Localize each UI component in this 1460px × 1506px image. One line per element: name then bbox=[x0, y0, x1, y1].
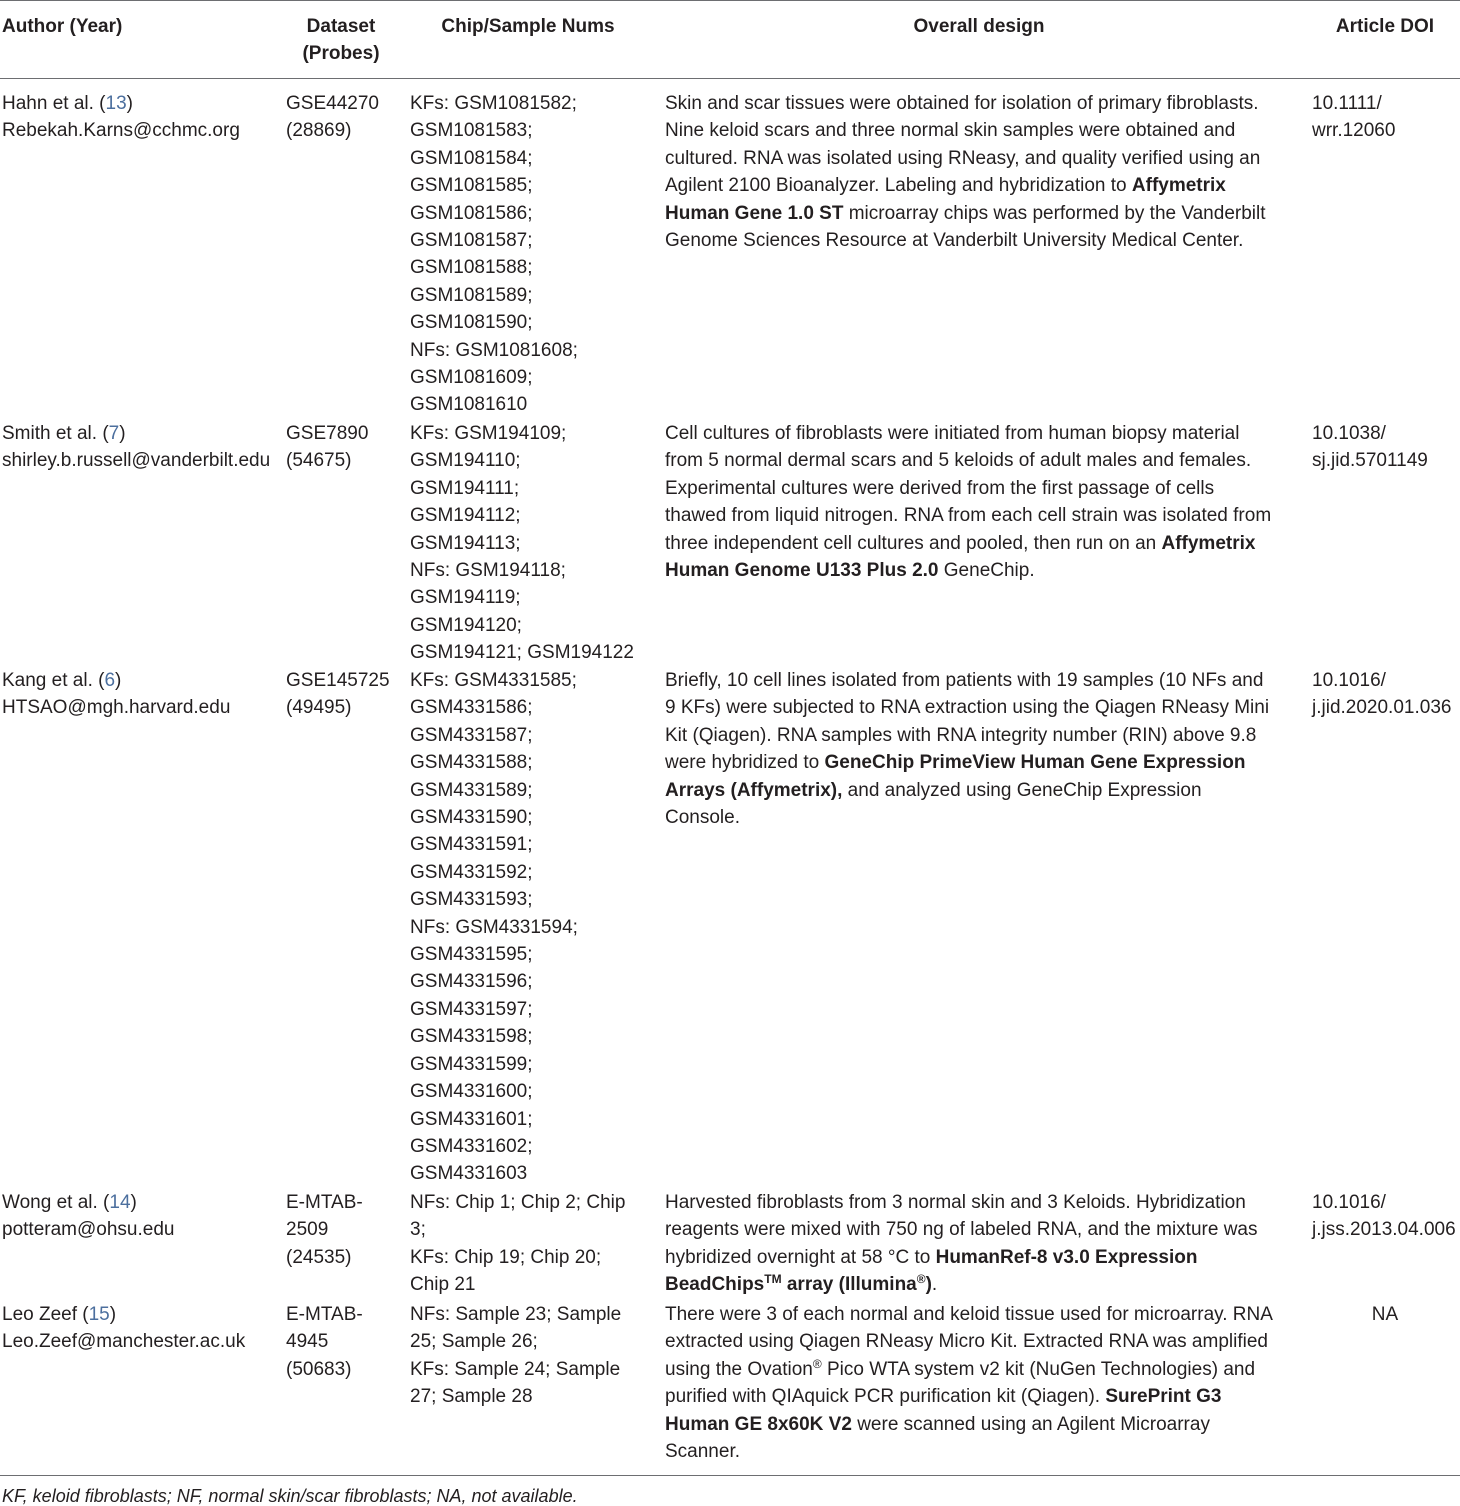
design-line: Skin and scar tissues were obtained for isolation of primary fibroblasts. bbox=[665, 93, 1259, 114]
design-line: using the Ovation® Pico WTA system v2 kit (NuGen Technologies) and bbox=[665, 1356, 1256, 1380]
doi-line: j.jss.2013.04.006 bbox=[1312, 1219, 1456, 1241]
author-cell bbox=[2, 1301, 280, 1356]
doi-line: j.jid.2020.01.036 bbox=[1312, 697, 1452, 719]
platform-name: SurePrint G3 bbox=[1105, 1386, 1222, 1408]
header-doi: Article DOI bbox=[1335, 16, 1435, 37]
registered-mark: ® bbox=[812, 1356, 822, 1371]
design-line: Harvested fibroblasts from 3 normal skin and 3 Keloids. Hybridization bbox=[665, 1192, 1246, 1213]
dataset-cell bbox=[286, 667, 398, 722]
chip-line: KFs: GSM1081582; bbox=[410, 93, 577, 114]
design-line: BeadChips™ array (Illumina®). bbox=[665, 1272, 938, 1296]
chip-cell bbox=[410, 1301, 654, 1411]
design-line: Experimental cultures were derived from the first passage of cells bbox=[665, 477, 1215, 499]
author-email: HTSAO@mgh.harvard.edu bbox=[2, 697, 231, 719]
chip-line: GSM1081587; bbox=[410, 230, 533, 252]
chip-line: NFs: Sample 23; Sample bbox=[410, 1304, 622, 1325]
chip-line: KFs: Chip 19; Chip 20; bbox=[410, 1246, 602, 1268]
author-email: Rebekah.Karns@cchmc.org bbox=[2, 120, 240, 142]
chip-line: GSM194112; bbox=[410, 505, 521, 527]
platform-name: GeneChip PrimeView Human Gene Expression bbox=[824, 752, 1246, 774]
chip-line: GSM4331597; bbox=[410, 998, 533, 1020]
design-line: purified with QIAquick PCR purification kit (Qiagen). SurePrint G3 bbox=[665, 1386, 1222, 1408]
author-email: Leo.Zeef@manchester.ac.uk bbox=[2, 1331, 246, 1353]
platform-name: BeadChips™ array (Illumina®) bbox=[665, 1272, 932, 1296]
author-name: Wong et al. (14) bbox=[2, 1192, 137, 1213]
chip-line: GSM194119; bbox=[410, 587, 521, 609]
chip-line: GSM4331596; bbox=[410, 971, 533, 993]
platform-name: HumanRef-8 v3.0 Expression bbox=[935, 1246, 1198, 1268]
design-line: three independent cell cultures and pooled, then run on an Affymetrix bbox=[665, 532, 1256, 554]
dataset-id: E-MTAB- bbox=[286, 1192, 363, 1213]
chip-line: NFs: GSM4331594; bbox=[410, 916, 578, 938]
top-rule bbox=[0, 0, 1460, 1]
doi-line: wrr.12060 bbox=[1312, 120, 1396, 142]
design-line: 9 KFs) were subjected to RNA extraction using the Qiagen RNeasy Mini bbox=[665, 697, 1270, 719]
design-line: Scanner. bbox=[665, 1441, 740, 1463]
header-dataset bbox=[286, 13, 396, 67]
doi-line: NA bbox=[1371, 1304, 1399, 1325]
doi-cell bbox=[1312, 1301, 1458, 1328]
author-name: Smith et al. (7) bbox=[2, 423, 126, 444]
chip-line: GSM4331592; bbox=[410, 861, 533, 883]
design-line: Human Genome U133 Plus 2.0 GeneChip. bbox=[665, 560, 1035, 582]
design-line: Console. bbox=[665, 807, 740, 829]
design-line: hybridized overnight at 58 °C to HumanRef-8 v3.0 Expression bbox=[665, 1246, 1198, 1268]
design-line: Briefly, 10 cell lines isolated from patients with 19 samples (10 NFs and bbox=[665, 670, 1264, 691]
chip-line: GSM1081584; bbox=[410, 147, 533, 169]
design-cell bbox=[665, 1189, 1305, 1299]
design-line: thawed from liquid nitrogen. RNA from each cell strain was isolated from bbox=[665, 505, 1272, 527]
design-line: from 5 normal dermal scars and 5 keloids of adult males and females. bbox=[665, 450, 1252, 472]
chip-cell bbox=[410, 420, 654, 667]
platform-name: Affymetrix bbox=[1161, 532, 1256, 554]
design-cell bbox=[665, 1301, 1305, 1465]
reference-link[interactable]: 6 bbox=[104, 670, 116, 691]
chip-line: GSM194113; bbox=[410, 532, 521, 554]
reference-link[interactable]: 14 bbox=[109, 1192, 131, 1213]
header-dataset-line1: Dataset bbox=[306, 16, 376, 37]
chip-line: KFs: GSM194109; bbox=[410, 423, 567, 444]
chip-line: GSM194110; bbox=[410, 450, 521, 472]
chip-line: 3; bbox=[410, 1219, 426, 1241]
chip-line: NFs: GSM194118; bbox=[410, 560, 566, 582]
dataset-cell bbox=[286, 1189, 398, 1271]
chip-line: KFs: GSM4331585; bbox=[410, 670, 577, 691]
chip-line: GSM4331586; bbox=[410, 697, 533, 719]
chip-line: GSM4331602; bbox=[410, 1135, 533, 1157]
dataset-cell bbox=[286, 420, 398, 475]
design-line: were hybridized to GeneChip PrimeView Human Gene Expression bbox=[665, 752, 1246, 774]
chip-line: KFs: Sample 24; Sample bbox=[410, 1358, 621, 1380]
author-cell bbox=[2, 90, 280, 145]
chip-line: GSM194121; GSM194122 bbox=[410, 642, 634, 664]
platform-name: Human Gene 1.0 ST bbox=[665, 202, 844, 224]
doi-line: 10.1016/ bbox=[1312, 670, 1386, 691]
design-line: extracted using Qiagen RNeasy Micro Kit. Extracted RNA was amplified bbox=[665, 1331, 1268, 1353]
author-cell bbox=[2, 1189, 280, 1244]
design-line: Agilent 2100 Bioanalyzer. Labeling and hybridization to Affymetrix bbox=[665, 175, 1226, 197]
design-line: Nine keloid scars and three normal skin samples were obtained and bbox=[665, 120, 1236, 142]
probe-count: (50683) bbox=[286, 1358, 352, 1380]
author-name: Leo Zeef (15) bbox=[2, 1304, 117, 1325]
header-dataset-line2: (Probes) bbox=[302, 43, 380, 64]
design-line: reagents were mixed with 750 ng of labeled RNA, and the mixture was bbox=[665, 1219, 1258, 1241]
chip-line: GSM1081583; bbox=[410, 120, 533, 142]
probe-count: (24535) bbox=[286, 1246, 352, 1268]
doi-cell bbox=[1312, 667, 1460, 722]
chip-line: 27; Sample 28 bbox=[410, 1386, 533, 1408]
dataset-id: GSE145725 bbox=[286, 670, 390, 691]
registered-mark: ® bbox=[916, 1272, 926, 1287]
table-footnote: KF, keloid fibroblasts; NF, normal skin/scar fibroblasts; NA, not available. bbox=[2, 1486, 578, 1506]
dataset-id: E-MTAB- bbox=[286, 1304, 363, 1325]
chip-line: GSM4331603 bbox=[410, 1163, 528, 1185]
chip-line: GSM4331601; bbox=[410, 1108, 533, 1130]
author-email: shirley.b.russell@vanderbilt.edu bbox=[2, 450, 271, 472]
header-chip: Chip/Sample Nums bbox=[441, 16, 615, 37]
chip-line: GSM4331599; bbox=[410, 1053, 533, 1075]
reference-link[interactable]: 15 bbox=[88, 1304, 110, 1325]
chip-line: GSM4331598; bbox=[410, 1026, 533, 1048]
chip-line: GSM4331600; bbox=[410, 1081, 533, 1103]
chip-line: GSM4331591; bbox=[410, 834, 533, 856]
chip-line: GSM4331588; bbox=[410, 752, 533, 774]
chip-line: GSM4331590; bbox=[410, 807, 533, 829]
reference-link[interactable]: 13 bbox=[105, 93, 127, 114]
chip-line: GSM1081585; bbox=[410, 175, 533, 197]
bottom-rule bbox=[0, 1475, 1460, 1476]
design-cell bbox=[665, 667, 1305, 831]
platform-name: Arrays (Affymetrix), bbox=[665, 779, 843, 801]
design-line: Cell cultures of fibroblasts were initiated from human biopsy material bbox=[665, 423, 1240, 444]
author-email: potteram@ohsu.edu bbox=[2, 1219, 175, 1241]
chip-line: GSM194120; bbox=[410, 614, 522, 636]
doi-line: sj.jid.5701149 bbox=[1312, 450, 1428, 472]
probe-count: (54675) bbox=[286, 450, 352, 472]
trademark-mark: TM bbox=[764, 1272, 782, 1287]
doi-cell bbox=[1312, 1189, 1460, 1244]
design-line: Arrays (Affymetrix), and analyzed using GeneChip Expression bbox=[665, 779, 1202, 801]
chip-line: GSM1081586; bbox=[410, 202, 533, 224]
chip-line: GSM4331587; bbox=[410, 724, 533, 746]
header-author: Author (Year) bbox=[2, 16, 123, 37]
probe-count: (28869) bbox=[286, 120, 352, 142]
chip-line: NFs: Chip 1; Chip 2; Chip bbox=[410, 1192, 626, 1213]
doi-cell bbox=[1312, 420, 1460, 475]
dataset-cell bbox=[286, 1301, 398, 1383]
chip-line: GSM1081609; bbox=[410, 367, 533, 389]
design-line: cultured. RNA was isolated using RNeasy, and quality verified using an bbox=[665, 147, 1261, 169]
design-line: There were 3 of each normal and keloid tissue used for microarray. RNA bbox=[665, 1304, 1273, 1325]
chip-line: GSM4331595; bbox=[410, 944, 533, 966]
dataset-id: GSE44270 bbox=[286, 93, 379, 114]
author-name: Hahn et al. (13) bbox=[2, 93, 133, 114]
design-line: Human Gene 1.0 ST microarray chips was performed by the Vanderbilt bbox=[665, 202, 1266, 224]
chip-line: GSM4331593; bbox=[410, 889, 533, 911]
chip-line: NFs: GSM1081608; bbox=[410, 339, 578, 361]
chip-line: Chip 21 bbox=[410, 1274, 476, 1296]
dataset-id: 2509 bbox=[286, 1219, 329, 1241]
platform-name: Human GE 8x60K V2 bbox=[665, 1413, 852, 1435]
chip-cell bbox=[410, 1189, 654, 1299]
header-rule bbox=[0, 78, 1460, 79]
author-name: Kang et al. (6) bbox=[2, 670, 122, 691]
design-cell bbox=[665, 420, 1305, 584]
design-line: Kit (Qiagen). RNA samples with RNA integrity number (RIN) above 9.8 bbox=[665, 724, 1257, 746]
author-cell bbox=[2, 420, 280, 475]
chip-line: GSM1081588; bbox=[410, 257, 533, 279]
design-line: Human GE 8x60K V2 were scanned using an Agilent Microarray bbox=[665, 1413, 1210, 1435]
platform-name: Human Genome U133 Plus 2.0 bbox=[665, 560, 939, 582]
design-line: Genome Sciences Resource at Vanderbilt University Medical Center. bbox=[665, 230, 1244, 252]
dataset-id: GSE7890 bbox=[286, 423, 369, 444]
chip-line: 25; Sample 26; bbox=[410, 1331, 538, 1353]
probe-count: (49495) bbox=[286, 697, 352, 719]
chip-line: GSM1081590; bbox=[410, 312, 533, 334]
dataset-cell bbox=[286, 90, 398, 145]
chip-line: GSM4331589; bbox=[410, 779, 533, 801]
doi-line: 10.1038/ bbox=[1312, 423, 1386, 444]
doi-cell bbox=[1312, 90, 1460, 145]
chip-line: GSM1081610 bbox=[410, 394, 528, 416]
doi-line: 10.1016/ bbox=[1312, 1192, 1386, 1213]
chip-line: GSM194111; bbox=[410, 477, 520, 499]
chip-line: GSM1081589; bbox=[410, 284, 533, 306]
reference-link[interactable]: 7 bbox=[108, 423, 120, 444]
author-cell bbox=[2, 667, 280, 722]
header-design: Overall design bbox=[913, 16, 1045, 37]
dataset-id: 4945 bbox=[286, 1331, 329, 1353]
chip-cell bbox=[410, 90, 654, 419]
platform-name: Affymetrix bbox=[1131, 175, 1226, 197]
chip-cell bbox=[410, 667, 654, 1188]
design-cell bbox=[665, 90, 1305, 254]
doi-line: 10.1111/ bbox=[1312, 93, 1382, 114]
